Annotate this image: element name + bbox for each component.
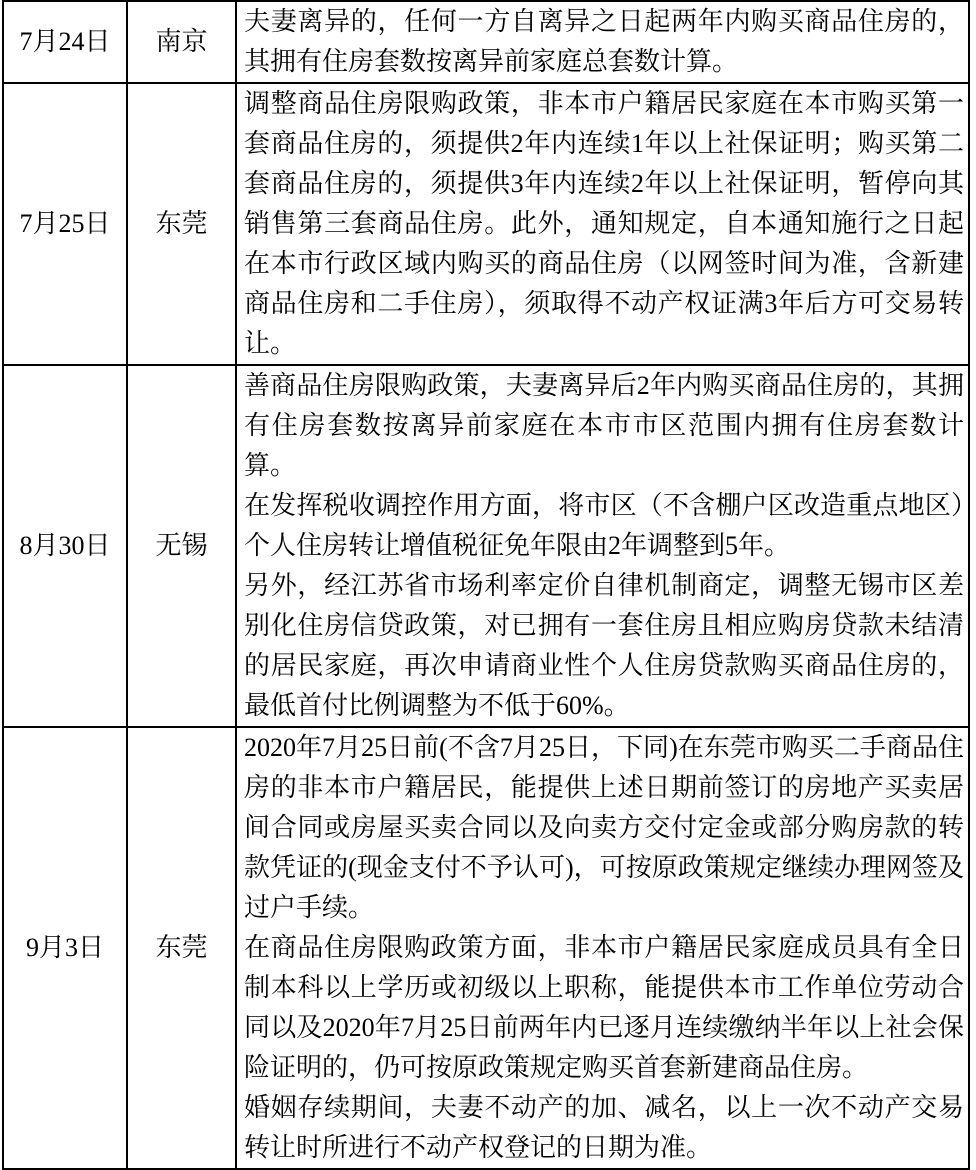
policy-paragraph: 善商品住房限购政策，夫妻离异后2年内购买商品住房的，其拥有住房套数按离异前家庭在本市市区范围内拥有住房套数计算。 [244, 371, 964, 480]
table-row [3, 727, 969, 1169]
date-cell [3, 1, 127, 83]
city-text: 南京 [155, 27, 208, 56]
table-row [3, 1, 969, 83]
policy-cell [236, 83, 969, 365]
table-row [3, 83, 969, 365]
date-text: 9月3日 [25, 933, 104, 962]
date-cell [3, 727, 127, 1169]
policy-cell [236, 1, 969, 83]
policy-cell [236, 727, 969, 1169]
city-cell [127, 365, 236, 727]
policy-paragraph: 另外，经江苏省市场利率定价自律机制商定，调整无锡市区差别化住房信贷政策，对已拥有一套住房且相应购房贷款未结清的居民家庭，再次申请商业性个人住房贷款购买商品住房的，最低首付比例调整为不低于60%。 [244, 571, 964, 720]
housing-policy-table [2, 0, 970, 1170]
city-text: 东莞 [155, 933, 208, 962]
policy-paragraph: 婚姻存续期间，夫妻不动产的加、减名，以上一次不动产交易转让时所进行不动产权登记的日期为准。 [244, 1093, 964, 1162]
city-cell [127, 727, 236, 1169]
date-cell [3, 83, 127, 365]
city-text: 无锡 [155, 531, 208, 560]
policy-paragraph: 2020年7月25日前(不含7月25日，下同)在东莞市购买二手商品住房的非本市户籍居民，能提供上述日期前签订的房地产买卖居间合同或房屋买卖合同以及向卖方交付定金或部分购房款的转款凭证的(现金支付不予认可)，可按原政策规定继续办理网签及过户手续。 [244, 733, 964, 922]
policy-paragraph: 在发挥税收调控作用方面，将市区（不含棚户区改造重点地区）个人住房转让增值税征免年限由2年调整到5年。 [244, 491, 964, 560]
policy-paragraph: 夫妻离异的，任何一方自离异之日起两年内购买商品住房的，其拥有住房套数按离异前家庭总套数计算。 [244, 7, 964, 76]
city-cell [127, 1, 236, 83]
policy-paragraph: 在商品住房限购政策方面，非本市户籍居民家庭成员具有全日制本科以上学历或初级以上职称，能提供本市工作单位劳动合同以及2020年7月25日前两年内已逐月连续缴纳半年以上社会保险证明的，仍可按原政策规定购买首套新建商品住房。 [244, 933, 964, 1082]
table-row [3, 365, 969, 727]
date-text: 7月24日 [19, 27, 111, 56]
city-cell [127, 83, 236, 365]
date-text: 7月25日 [19, 209, 111, 238]
policy-cell [236, 365, 969, 727]
date-text: 8月30日 [19, 531, 111, 560]
policy-paragraph: 调整商品住房限购政策，非本市户籍居民家庭在本市购买第一套商品住房的，须提供2年内连续1年以上社保证明；购买第二套商品住房的，须提供3年内连续2年以上社保证明，暂停向其销售第三套商品住房。此外，通知规定，自本通知施行之日起在本市行政区域内购买的商品住房（以网签时间为准，含新建商品住房和二手住房），须取得不动产权证满3年后方可交易转让。 [244, 89, 964, 358]
policy-table-body [3, 1, 969, 1169]
city-text: 东莞 [155, 209, 208, 238]
date-cell [3, 365, 127, 727]
